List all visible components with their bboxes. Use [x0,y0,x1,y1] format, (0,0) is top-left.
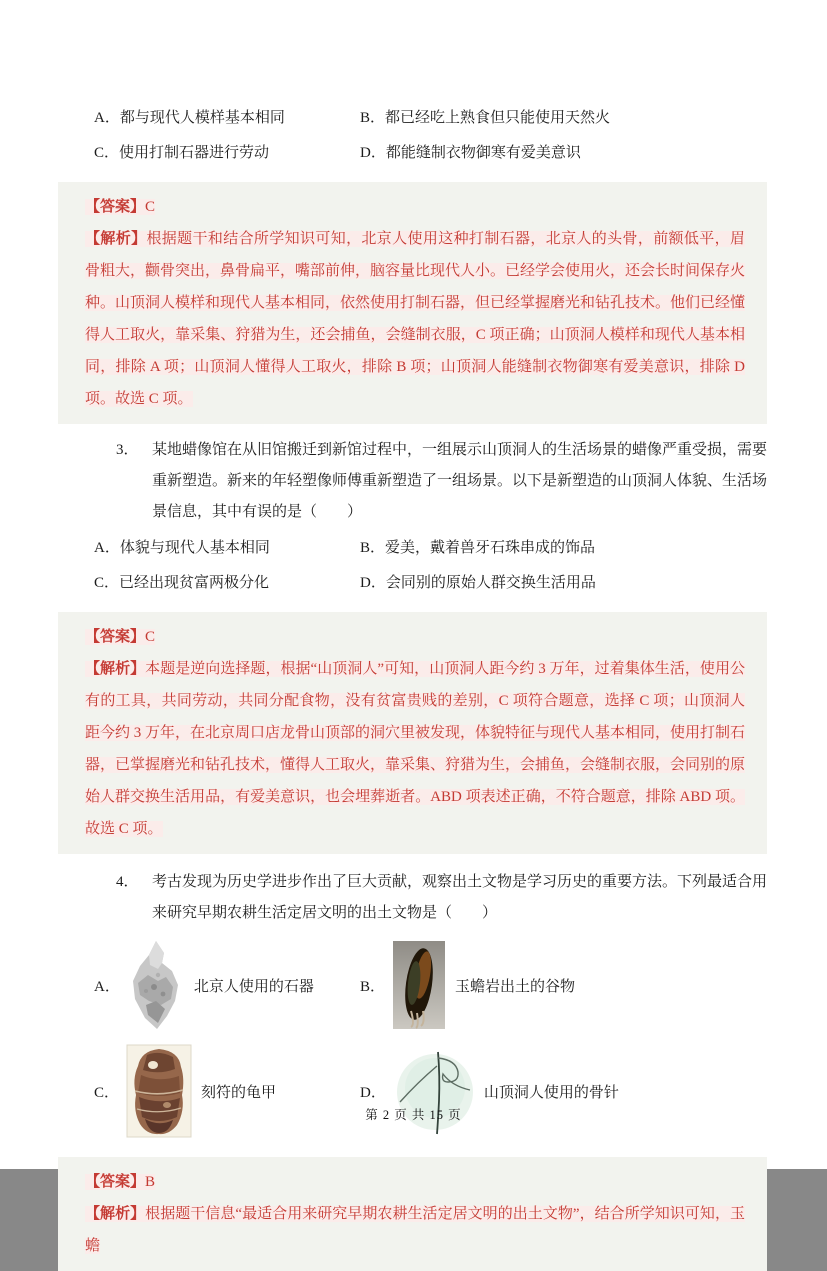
q4-option-d-caption: 山顶洞人使用的骨针 [483,1084,619,1101]
q2-answer-value: C [145,199,156,215]
question2-options [94,103,767,169]
q3-option-d: D．会同别的原始人群交换生活用品 [360,575,596,591]
q4-option-c-letter: C． [94,1084,120,1101]
stone-tool-image [128,939,184,1031]
analysis-label: 【解析】 [85,1206,146,1222]
q2-option-d: D．都能缝制衣物御寒有爱美意识 [360,145,581,161]
q4-option-a-caption: 北京人使用的石器 [193,978,314,995]
q4-option-a-letter: A． [94,978,120,995]
q2-analysis-text: 根据题干和结合所学知识可知，北京人使用这种打制石器，北京人的头骨，前额低平，眉骨粗大，颧骨突出，鼻骨扁平，嘴部前伸，脑容量比现代人小。已经学会使用火，还会长时间保存火种。山顶洞人模样和现代人基本相同，依然使用打制石器，但已经掌握磨光和钻孔技术。他们已经懂得人工取火，靠采集、狩猎为生，还会捕鱼，会缝制衣服，C 项正确；山顶洞人模样和现代人基本相同，排除 A 项；山顶洞人懂得人工取火，排除 B 项；山顶洞人能缝制衣物御寒有爱美意识，排除 D 项。故选 C 项。 [85,231,746,407]
q2-option-a: A．都与现代人模样基本相同 [94,110,285,126]
analysis-label: 【解析】 [85,661,146,677]
q4-answer-value: B [145,1174,156,1190]
question4-body: 考古发现为历史学进步作出了巨大贡献，观察出土文物是学习历史的重要方法。下列最适合用来研究早期农耕生活定居文明的出土文物是（ ） [152,874,768,921]
question4-text [116,867,768,929]
q4-analysis [85,1198,745,1262]
q2-option-c: C．使用打制石器进行劳动 [94,145,270,161]
q2-option-b: B．都已经吃上熟食但只能使用天然火 [360,110,611,126]
q4-option-a [94,935,360,1035]
analysis-label: 【解析】 [85,231,147,247]
q4-option-c [94,1041,360,1141]
q3-answer-line [85,621,745,653]
q3-option-c: C．已经出现贫富两极分化 [94,575,270,591]
answer-label: 【答案】 [85,1174,146,1190]
answer-label: 【答案】 [85,629,146,645]
question3-options [94,533,767,599]
question4-options-row2 [94,1041,767,1141]
q3-analysis-text: 本题是逆向选择题，根据“山顶洞人”可知，山顶洞人距今约 3 万年，过着集体生活，使用公有的工具，共同劳动，共同分配食物，没有贫富贵贱的差别，C 项符合题意，选择 C 项；山顶洞人距今约 3 万年，在北京周口店龙骨山顶部的洞穴里被发现，体貌特征与现代人基本相同，使用打制石器，已掌握磨光和钻孔技术，懂得人工取火，靠采集、狩猎为生，会捕鱼，会缝制衣服，会同别的原始人群交换生活用品，有爱美意识，也会埋葬逝者。ABD 项表述正确，不符合题意，排除 ABD 项。故选 C 项。 [85,661,746,837]
q3-answer-analysis-block [58,612,767,854]
q2-analysis [85,223,745,415]
question4-number: 4． [116,874,139,890]
q4-analysis-text: 根据题干信息“最适合用来研究早期农耕生活定居文明的出土文物”，结合所学知识可知，玉蟾 [85,1206,745,1254]
question3-number: 3． [116,442,139,458]
question3-text [116,435,768,528]
question4-options-row1 [94,935,767,1035]
q4-option-b-caption: 玉蟾岩出土的谷物 [455,978,576,995]
q3-answer-value: C [145,629,156,645]
q4-answer-analysis-block [58,1157,767,1271]
q3-analysis [85,653,745,845]
question3-body: 某地蜡像馆在从旧馆搬迁到新馆过程中，一组展示山顶洞人的生活场景的蜡像严重受损，需要重新塑造。新来的年轻塑像师傅重新塑造了一组场景。以下是新塑造的山顶洞人体貌、生活场景信息，其中有误的是（ ） [152,442,768,520]
q4-option-b-letter: B． [360,978,386,995]
q2-answer-line [85,191,745,223]
page-number-footer: 第 2 页 共 15 页 [365,1108,462,1122]
q2-answer-analysis-block [58,182,767,424]
grain-image [393,941,445,1029]
turtle-shell-image [127,1045,191,1137]
q4-answer-line [85,1166,745,1198]
q4-option-b [360,935,767,1035]
answer-label: 【答案】 [85,199,146,215]
q3-option-b: B．爱美，戴着兽牙石珠串成的饰品 [360,540,596,556]
q4-option-d [360,1041,767,1141]
q4-option-d-letter: D． [360,1084,386,1101]
q3-option-a: A．体貌与现代人基本相同 [94,540,270,556]
q4-option-c-caption: 刻符的龟甲 [201,1084,277,1101]
